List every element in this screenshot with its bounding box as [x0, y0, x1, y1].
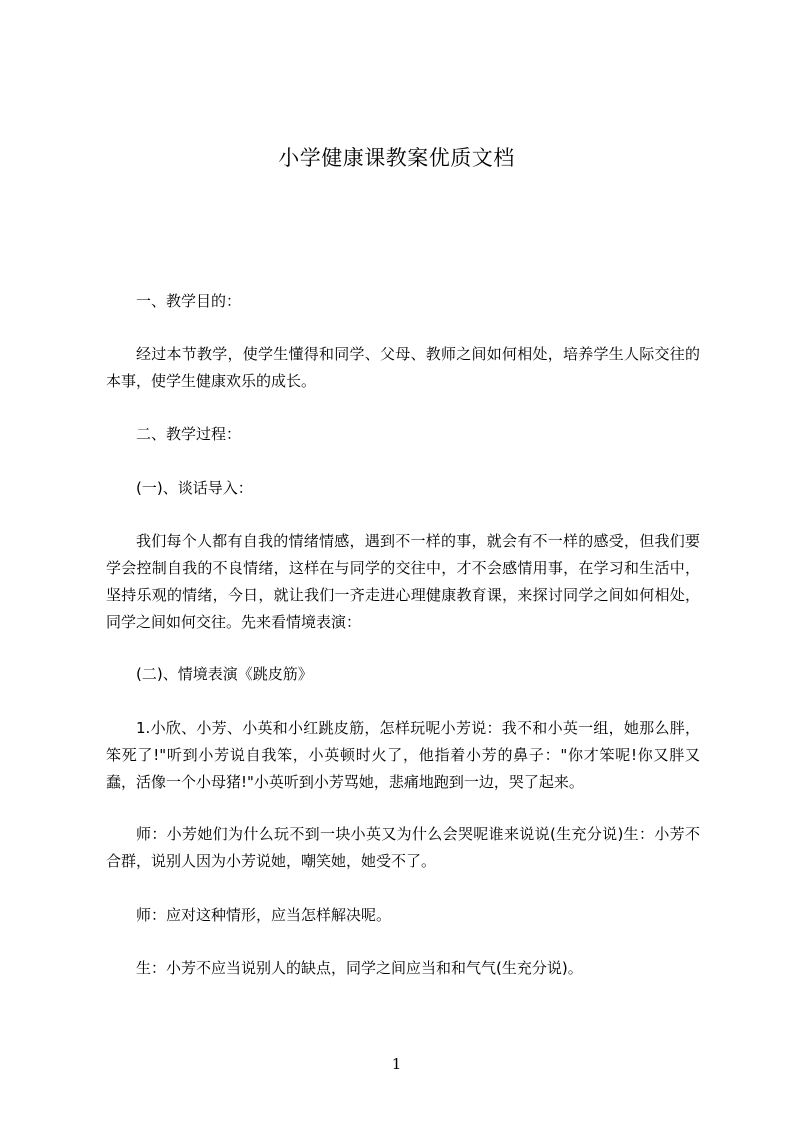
- paragraph-intro: 我们每个人都有自我的情绪情感，遇到不一样的事，就会有不一样的感受，但我们要学会控制自我的不良情绪，这样在与同学的交往中，才不会感情用事，在学习和生活中，坚持乐观的情绪，今日，就让我们一齐走进心理健康教育课，来探讨同学之间如何相处，同学之间如何交往。先来看情境表演：: [106, 532, 700, 631]
- subsection-heading-roleplay: (二)、情境表演《跳皮筋》: [136, 665, 313, 683]
- section-heading-process: 二、教学过程：: [136, 425, 242, 443]
- subsection-heading-intro: (一)、谈话导入：: [136, 479, 253, 497]
- document-title: 小学健康课教案优质文档: [278, 146, 515, 170]
- paragraph-student-answer: 生：小芳不应当说别人的缺点，同学之间应当和和气气(生充分说)。: [136, 959, 583, 977]
- paragraph-roleplay-story: 1.小欣、小芳、小英和小红跳皮筋，怎样玩呢小芳说：我不和小英一组，她那么胖，笨死了!"听到小芳说自我笨，小英顿时火了，他指着小芳的鼻子："你才笨呢!你又胖又蠢，活像一个小母猪!"小英听到小芳骂她，悲痛地跑到一边，哭了起来。: [106, 719, 700, 791]
- page-number: 1: [391, 1055, 402, 1073]
- paragraph-teacher-question: 师：小芳她们为什么玩不到一块小英又为什么会哭呢谁来说说(生充分说)生：小芳不合群，说别人因为小芳说她，嘲笑她，她受不了。: [106, 825, 700, 870]
- section-heading-objectives: 一、教学目的：: [136, 292, 242, 310]
- paragraph-teacher-followup: 师：应对这种情形，应当怎样解决呢。: [136, 906, 392, 924]
- paragraph-objectives: 经过本节教学，使学生懂得和同学、父母、教师之间如何相处，培养学生人际交往的本事，使学生健康欢乐的成长。: [106, 345, 700, 390]
